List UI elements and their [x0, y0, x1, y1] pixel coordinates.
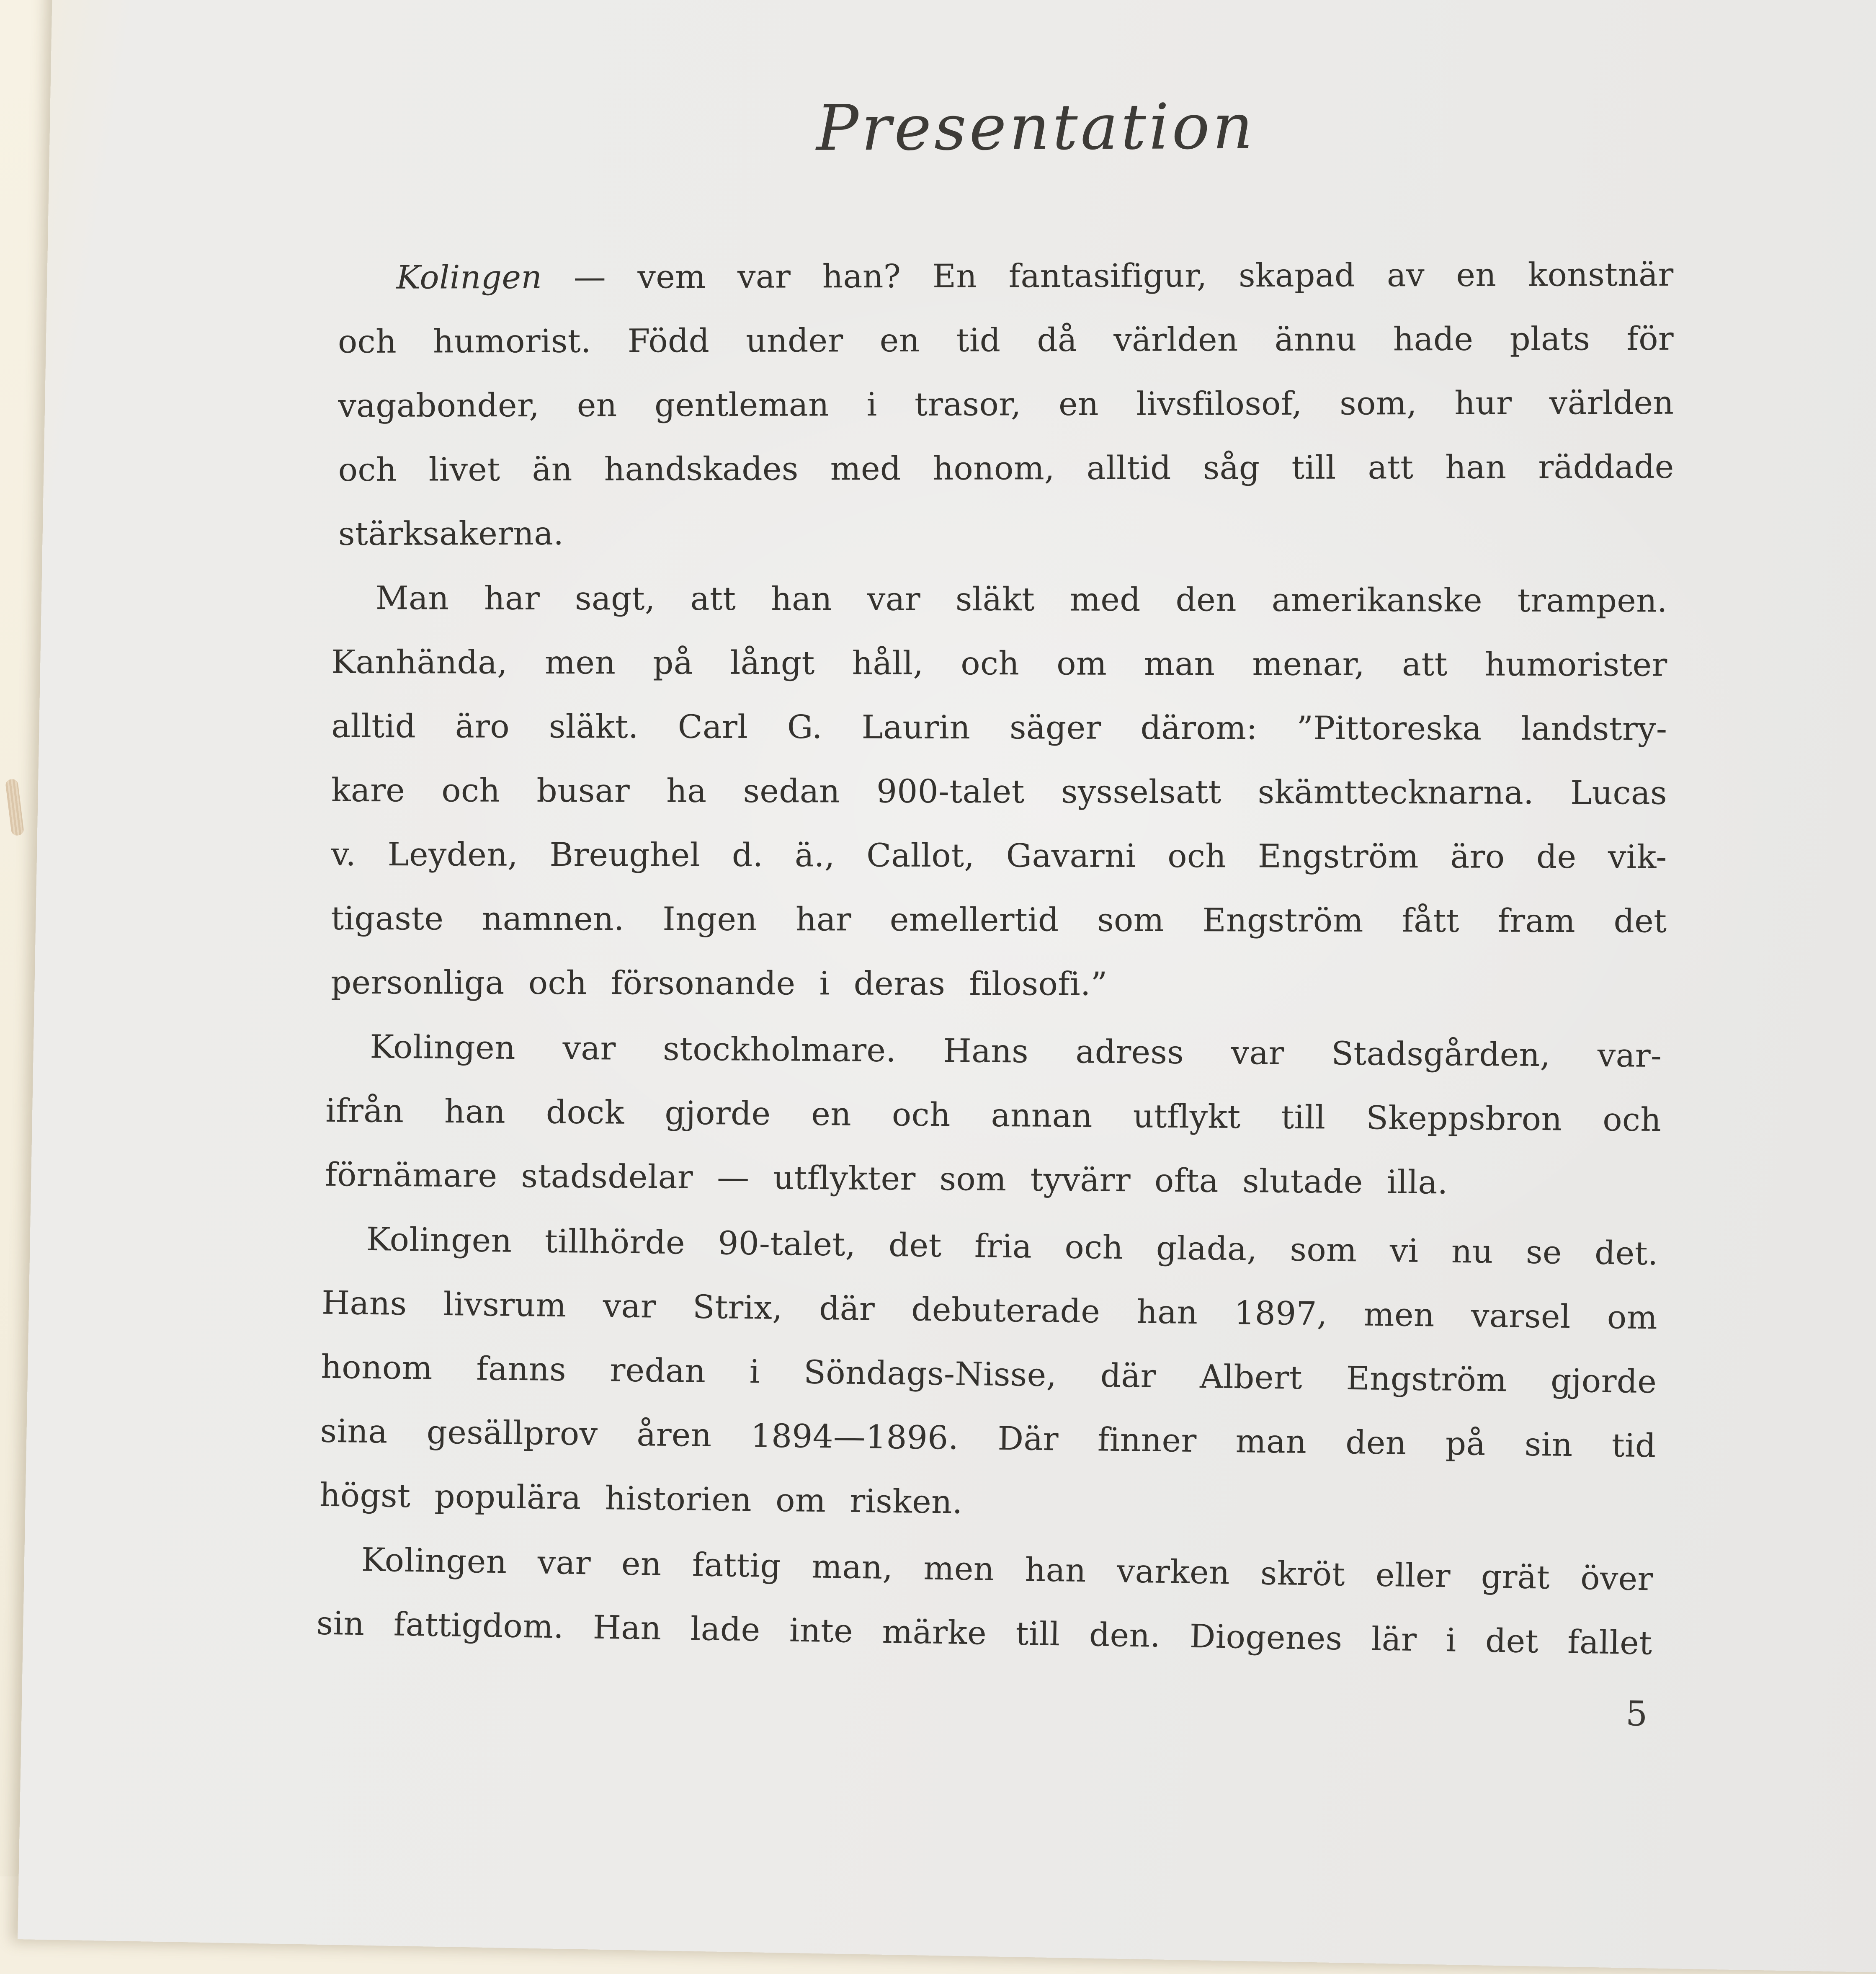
text-line: och humorist. Född under en tid då världen ännu hade plats för [338, 307, 1674, 374]
text-line: Kolingen var en fattig man, men han varken skröt eller grät över [317, 1528, 1654, 1612]
paragraph [331, 566, 1667, 1018]
lead-word-italic: Kolingen [396, 259, 542, 297]
text-line: Kolingen var stockholmare. Hans adress var Stadsgården, var- [326, 1015, 1662, 1088]
text-line: personliga och försonande i deras filosofi.” [331, 951, 1667, 1018]
text-line: ifrån han dock gjorde en och annan utflykt till Skeppsbron och [325, 1079, 1662, 1152]
text-line [338, 243, 1673, 310]
binding-thread [5, 779, 24, 836]
text-line: förnämare stadsdelar — utflykter som tyvärr ofta slutade illa. [325, 1143, 1661, 1216]
text-line: stärksakerna. [338, 499, 1674, 566]
page-number: 5 [1625, 1694, 1648, 1734]
paragraph [325, 1015, 1662, 1216]
text-line: Hans livsrum var Strix, där debuterade han 1897, men varsel om [321, 1271, 1658, 1350]
paragraph [319, 1207, 1658, 1543]
text-line: tigaste namnen. Ingen har emellertid som Engström fått fram det [331, 887, 1667, 954]
text-line: sin fattigdom. Han lade inte märke till den. Diogenes lär i det fallet [316, 1592, 1653, 1676]
text-line: v. Leyden, Breughel d. ä., Callot, Gavarni och Engström äro de vik- [331, 823, 1667, 890]
paragraph [316, 1528, 1654, 1676]
text-line: vagabonder, en gentleman i trasor, en livsfilosof, som, hur världen [338, 371, 1674, 438]
line-text: — vem var han? En fantasifigur, skapad av en konstnär [574, 256, 1674, 296]
text-line: Kanhända, men på långt håll, och om man menar, att humorister [331, 630, 1667, 697]
body-text [316, 246, 1676, 1679]
page-title: Presentation [368, 88, 1704, 167]
paragraph [338, 243, 1674, 566]
text-line: Kolingen tillhörde 90-talet, det fria och glada, som vi nu se det. [322, 1207, 1659, 1286]
book-page [18, 0, 1876, 1974]
text-line: kare och busar ha sedan 900-talet sysselsatt skämttecknarna. Lucas [331, 759, 1667, 826]
text-line: honom fanns redan i Söndags-Nisse, där Albert Engström gjorde [321, 1335, 1657, 1414]
text-line: Man har sagt, att han var släkt med den amerikanske trampen. [332, 566, 1667, 633]
text-line: alltid äro släkt. Carl G. Laurin säger därom: ”Pittoreska landstry- [331, 694, 1667, 761]
text-line: högst populära historien om risken. [319, 1463, 1656, 1543]
text-line: sina gesällprov åren 1894—1896. Där finner man den på sin tid [320, 1399, 1657, 1479]
text-line: och livet än handskades med honom, alltid såg till att han räddade [338, 435, 1674, 502]
